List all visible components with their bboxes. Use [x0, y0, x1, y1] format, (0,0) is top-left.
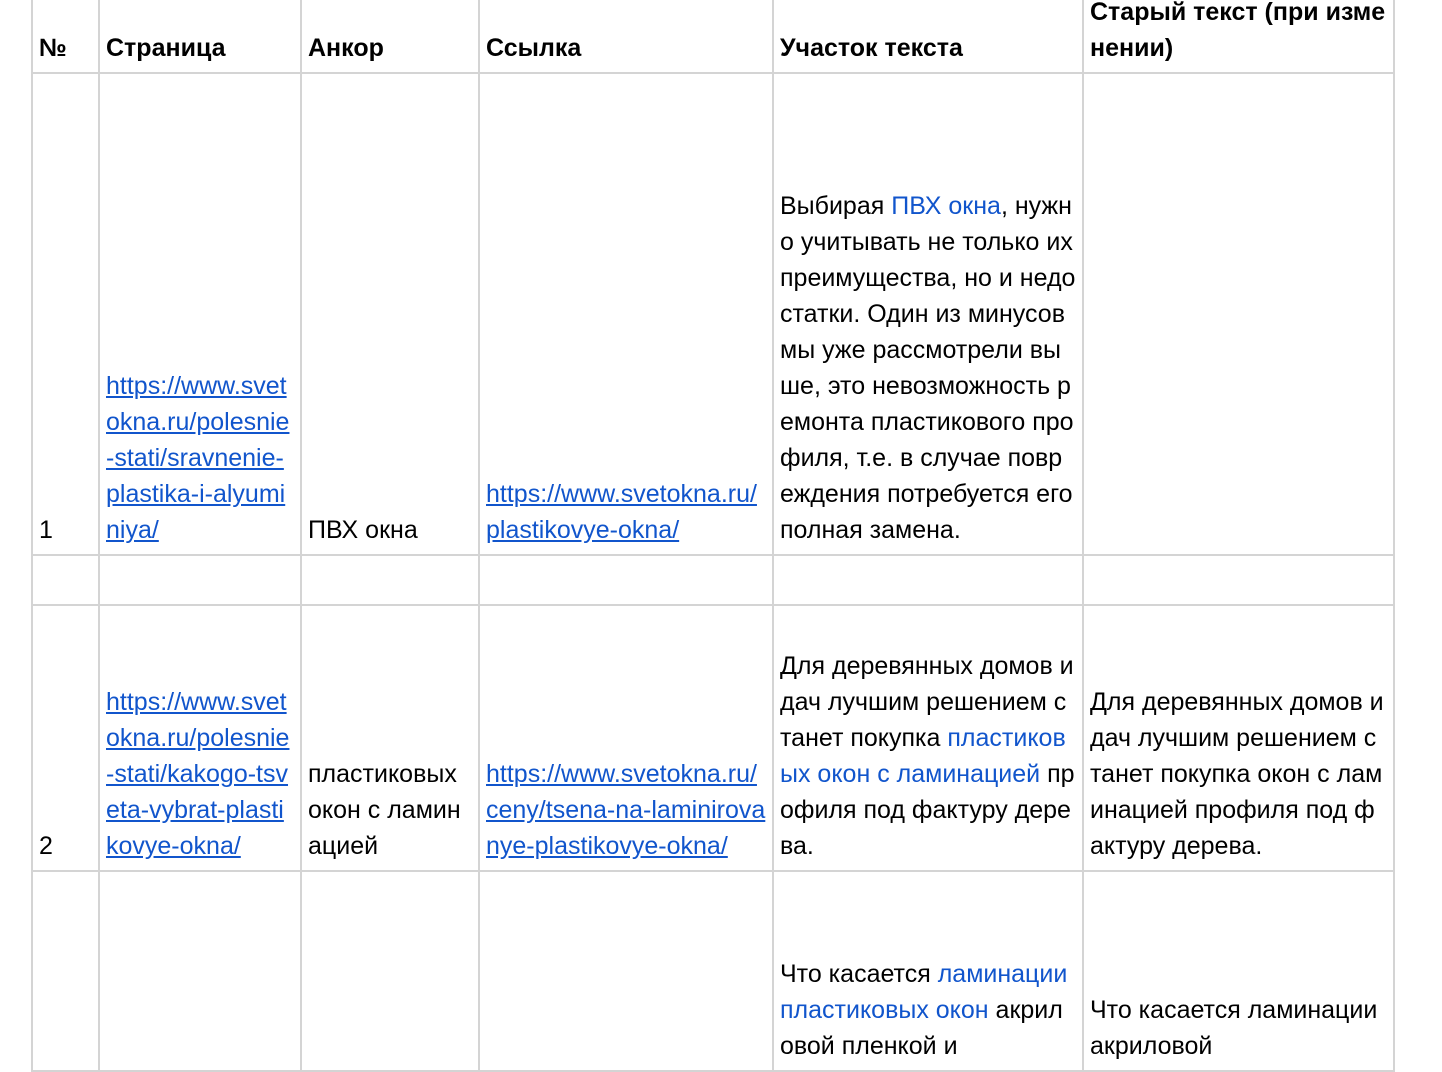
page-link[interactable]: https://www.svetokna.ru/polesnie-stati/kakogo-tsveta-vybrat-plastikovye-okna/ — [106, 688, 290, 860]
header-row — [32, 0, 1394, 73]
cell-num[interactable]: 1 — [32, 73, 99, 555]
table-row — [32, 73, 1394, 555]
cell-old-text[interactable]: Для деревянных домов и дач лучшим решением станет покупка окон с ламинацией профиля под фактуру дерева. — [1083, 605, 1394, 871]
excerpt-text: Для деревянных домов и дач лучшим решением станет покупка — [780, 652, 1074, 752]
header-excerpt[interactable]: Участок текста — [773, 0, 1083, 73]
cell-anchor[interactable] — [301, 871, 479, 1071]
cell-page[interactable] — [99, 605, 301, 871]
empty-cell[interactable] — [301, 555, 479, 605]
header-anchor[interactable]: Анкор — [301, 0, 479, 73]
empty-cell[interactable] — [1083, 555, 1394, 605]
empty-cell[interactable] — [99, 555, 301, 605]
header-old-text[interactable]: Старый текст (при изменении) — [1083, 0, 1394, 73]
page-link[interactable]: https://www.svetokna.ru/polesnie-stati/sravnenie-plastika-i-alyuminiya/ — [106, 372, 290, 544]
spreadsheet-table — [31, 0, 1395, 1072]
excerpt-link[interactable]: ПВХ окна — [891, 192, 1001, 220]
cell-link[interactable] — [479, 871, 773, 1071]
empty-cell[interactable] — [32, 555, 99, 605]
table-row — [32, 871, 1394, 1071]
cell-excerpt[interactable] — [773, 605, 1083, 871]
cell-page[interactable] — [99, 871, 301, 1071]
empty-row — [32, 555, 1394, 605]
header-page[interactable]: Страница — [99, 0, 301, 73]
empty-cell[interactable] — [773, 555, 1083, 605]
cell-page[interactable] — [99, 73, 301, 555]
excerpt-text: акриловой пленкой и — [780, 996, 1063, 1060]
header-link[interactable]: Ссылка — [479, 0, 773, 73]
table-row — [32, 605, 1394, 871]
cell-num[interactable] — [32, 871, 99, 1071]
cell-old-text[interactable]: Что касается ламинации акриловой — [1083, 871, 1394, 1071]
excerpt-text: Выбирая — [780, 192, 892, 220]
excerpt-text: , нужно учитывать не только их преимущества, но и недостатки. Один из минусов мы уже рассмотрели выше, это невозможность ремонта пластикового профиля, т.е. в случае повреждения потребуется его полная замена. — [780, 192, 1076, 544]
cell-num[interactable]: 2 — [32, 605, 99, 871]
cell-link[interactable] — [479, 605, 773, 871]
excerpt-link[interactable]: ламинации пластиковых окон — [780, 960, 1068, 1024]
excerpt-text: профиля под фактуру дерева. — [780, 760, 1075, 860]
header-num[interactable]: № — [32, 0, 99, 73]
cell-link[interactable] — [479, 73, 773, 555]
cell-anchor[interactable]: пластиковых окон с ламинацией — [301, 605, 479, 871]
cell-old-text[interactable] — [1083, 73, 1394, 555]
cell-excerpt[interactable] — [773, 73, 1083, 555]
target-link[interactable]: https://www.svetokna.ru/ceny/tsena-na-laminirovanye-plastikovye-okna/ — [486, 760, 766, 860]
target-link[interactable]: https://www.svetokna.ru/plastikovye-okna/ — [486, 480, 757, 544]
cell-anchor[interactable]: ПВХ окна — [301, 73, 479, 555]
empty-cell[interactable] — [479, 555, 773, 605]
excerpt-text: Что касается — [780, 960, 938, 988]
cell-excerpt[interactable] — [773, 871, 1083, 1071]
excerpt-link[interactable]: пластиковых окон с ламинацией — [780, 724, 1066, 788]
